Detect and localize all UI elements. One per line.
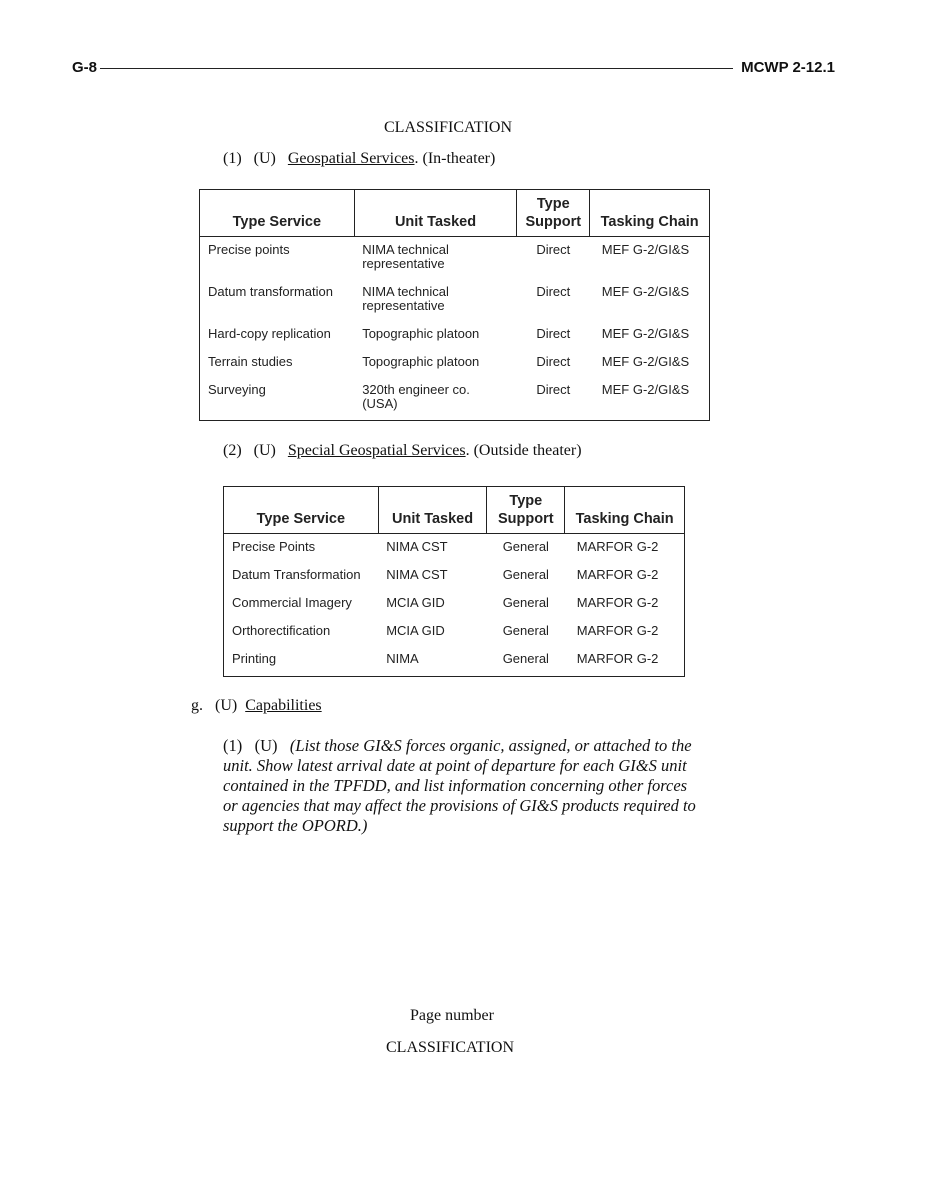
table-cell: Printing: [232, 650, 277, 666]
table-cell: NIMA technical representative: [362, 283, 449, 313]
table-cell: Terrain studies: [208, 353, 293, 369]
table-cell: MARFOR G-2: [576, 622, 659, 638]
section-suffix: . (Outside theater): [465, 442, 582, 459]
table-cell: Commercial Imagery: [232, 594, 352, 610]
column-header: Type Service: [200, 190, 355, 237]
section-letter: g.: [191, 697, 203, 714]
paragraph-line: or agencies that may affect the provisions of GI&S products required to: [223, 796, 696, 815]
table-cell: MEF G-2/GI&S: [601, 283, 690, 299]
table-cell: Direct: [536, 381, 571, 397]
table-cell: MARFOR G-2: [576, 650, 659, 666]
table-cell: MCIA GID: [386, 622, 445, 638]
page-id: G-8: [72, 59, 98, 76]
table-cell: Datum transformation: [208, 283, 333, 299]
column-header: Type Support: [517, 190, 590, 237]
capabilities-paragraph: [223, 736, 696, 836]
paragraph-line: contained in the TPFDD, and list information concerning other forces: [223, 776, 688, 795]
section-g-heading: [191, 697, 322, 715]
table-cell: Precise Points: [232, 539, 316, 554]
table-cell: NIMA CST: [386, 539, 448, 554]
table-cell: Direct: [536, 325, 571, 341]
table-cell: MARFOR G-2: [576, 566, 659, 582]
table-cell: MEF G-2/GI&S: [601, 353, 690, 369]
table-cell: MEF G-2/GI&S: [601, 325, 690, 341]
column-header: Tasking Chain: [590, 190, 710, 237]
paragraph-prefix: (1) (U): [223, 736, 290, 755]
table-cell: Datum Transformation: [232, 566, 361, 582]
table-cell: MEF G-2/GI&S: [601, 242, 690, 257]
table-cell: General: [502, 650, 549, 666]
table-header-row: [224, 487, 685, 534]
column-header: Unit Tasked: [354, 190, 517, 237]
header-rule: [100, 68, 733, 69]
section-number: (1): [223, 150, 242, 167]
classification-mark: (U): [253, 442, 276, 459]
section-1-heading: [223, 150, 495, 168]
table-cell: Hard-copy replication: [208, 325, 331, 341]
table-cell: General: [502, 539, 549, 554]
section-title: Capabilities: [245, 697, 322, 714]
table-header-row: [200, 190, 710, 237]
classification-mark: (U): [215, 697, 238, 714]
table-row: [224, 590, 685, 618]
table-cell: MEF G-2/GI&S: [601, 381, 690, 397]
classification-top: CLASSIFICATION: [384, 119, 513, 136]
table-cell: Direct: [536, 242, 571, 257]
table-cell: Surveying: [208, 381, 266, 397]
table-cell: MARFOR G-2: [576, 594, 659, 610]
table-cell: General: [502, 622, 549, 638]
special-geospatial-services-table: [223, 486, 685, 677]
column-header: Unit Tasked: [378, 487, 487, 534]
table-cell: Orthorectification: [232, 622, 331, 638]
table-row: [200, 349, 710, 377]
table-cell: General: [502, 566, 549, 582]
classification-mark: (U): [253, 150, 276, 167]
table-row: [224, 618, 685, 646]
paragraph-line: (List those GI&S forces organic, assigned, or attached to the: [289, 736, 692, 755]
paragraph-line: support the OPORD.): [223, 816, 368, 835]
table-cell: Precise points: [208, 242, 290, 257]
table-row: [224, 562, 685, 590]
table-cell: 320th engineer co. (USA): [362, 381, 470, 411]
table-cell: NIMA technical representative: [362, 242, 449, 271]
publication-id: MCWP 2-12.1: [741, 59, 835, 76]
section-number: (2): [223, 442, 242, 459]
column-header: Type Service: [224, 487, 379, 534]
column-header: Tasking Chain: [565, 487, 685, 534]
page-number: Page number: [410, 1007, 494, 1024]
table-cell: General: [502, 594, 549, 610]
table-row: [200, 237, 710, 279]
paragraph-line: unit. Show latest arrival date at point of departure for each GI&S unit: [223, 756, 687, 775]
table-cell: Direct: [536, 283, 571, 299]
table-cell: Direct: [536, 353, 571, 369]
table-row: [200, 279, 710, 321]
geospatial-services-table: [199, 189, 710, 421]
table-cell: NIMA: [386, 650, 419, 666]
classification-bottom: CLASSIFICATION: [386, 1039, 515, 1056]
table-row: [224, 646, 685, 677]
table-row: [200, 321, 710, 349]
table-cell: MCIA GID: [386, 594, 445, 610]
section-2-heading: [223, 442, 582, 460]
table-cell: MARFOR G-2: [576, 539, 659, 554]
table-row: [200, 377, 710, 421]
section-title: Geospatial Services: [287, 150, 415, 167]
column-header: Type Support: [487, 487, 565, 534]
table-row: [224, 534, 685, 562]
table-cell: Topographic platoon: [362, 353, 480, 369]
section-suffix: . (In-theater): [414, 150, 496, 167]
table-cell: Topographic platoon: [362, 325, 480, 341]
section-title: Special Geospatial Services: [287, 442, 466, 459]
table-cell: NIMA CST: [386, 566, 448, 582]
